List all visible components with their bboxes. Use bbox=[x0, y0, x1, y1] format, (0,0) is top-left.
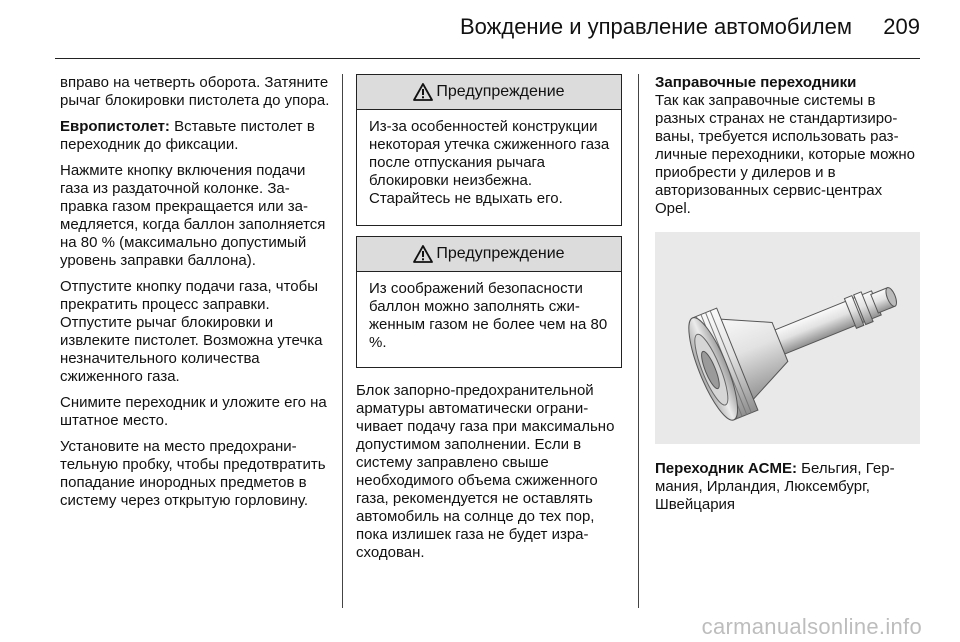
warning-header bbox=[357, 237, 621, 272]
warning-box bbox=[356, 236, 622, 368]
paragraph-text: Вставьте пистолет в переходник до фиксации. bbox=[60, 118, 315, 153]
column-3 bbox=[655, 74, 920, 522]
warning-text: Из-за особенностей конструкции некоторая утечка сжиженного газа после отпускания рычага блокировки неизбежна. Старайтесь не вдыхать его. bbox=[369, 118, 610, 207]
paragraph: Нажмите кнопку включения подачи газа из раздаточной колонке. Заправка газом прекращается или замедляется, когда баллон заполняется на 80 % (максимально допустимый уровень заправки баллона). bbox=[60, 162, 326, 269]
paragraph: Установите на место предохранительную пробку, чтобы предотвратить попадание инородных предметов в систему через открытую горловину. bbox=[60, 438, 326, 509]
caption-label: Переходник ACME: bbox=[655, 460, 798, 477]
caption-text: Бельгия, Германия, Ирландия, Люксембург, Швейцария bbox=[655, 460, 895, 513]
column-2 bbox=[356, 74, 622, 570]
warning-text: Из соображений безопасности баллон можно заполнять сжиженным газом не более чем на 80 %. bbox=[369, 280, 608, 351]
paragraph: Блок запорно-предохранительной арматуры автоматически ограничивает подачу газа при максимально допустимом заполнении. Если в систему заправлено свыше необходимого объема сжиженного газа, рекомендуется не оставлять автомобиль на солнце до тех пор, пока излишек газа не будет израсходован. bbox=[356, 382, 615, 561]
warning-title: Предупреждение bbox=[436, 83, 565, 100]
page-number: 209 bbox=[883, 14, 920, 39]
header-divider bbox=[55, 58, 920, 59]
warning-body bbox=[357, 110, 621, 217]
term-label: Европистолет: bbox=[60, 118, 170, 135]
column-1 bbox=[60, 74, 332, 518]
warning-title: Предупреждение bbox=[436, 245, 565, 262]
page-title: Вождение и управление автомобилем bbox=[459, 14, 852, 39]
paragraph: Отпустите кнопку подачи газа, чтобы прекратить процесс заправки. Отпустите рычаг блокировки и извлеките пистолет. Возможна утечка незначительного количества сжиженного газа. bbox=[60, 278, 323, 385]
acme-adapter-illustration bbox=[655, 232, 920, 444]
warning-body bbox=[357, 272, 621, 361]
adapter-figure bbox=[655, 232, 920, 444]
warning-triangle-icon bbox=[413, 83, 433, 101]
warning-box bbox=[356, 74, 622, 226]
paragraph: Так как заправочные системы в разных странах не стандартизированы, требуется использовать различные переходники, которые можно приобрести у дилеров и в авторизованных сервис-центрах Opel. bbox=[655, 92, 915, 217]
column-divider bbox=[342, 74, 343, 608]
page-header bbox=[0, 0, 960, 62]
paragraph: Снимите переходник и уложите его на штатное место. bbox=[60, 394, 327, 429]
watermark: carmanualsonline.info bbox=[701, 614, 922, 639]
section-heading: Заправочные переходники bbox=[655, 74, 857, 91]
warning-triangle-icon bbox=[413, 245, 433, 263]
paragraph bbox=[60, 118, 332, 154]
column-divider bbox=[638, 74, 639, 608]
figure-caption bbox=[655, 460, 920, 514]
warning-header bbox=[357, 75, 621, 110]
paragraph: вправо на четверть оборота. Затяните рычаг блокировки пистолета до упора. bbox=[60, 74, 330, 109]
